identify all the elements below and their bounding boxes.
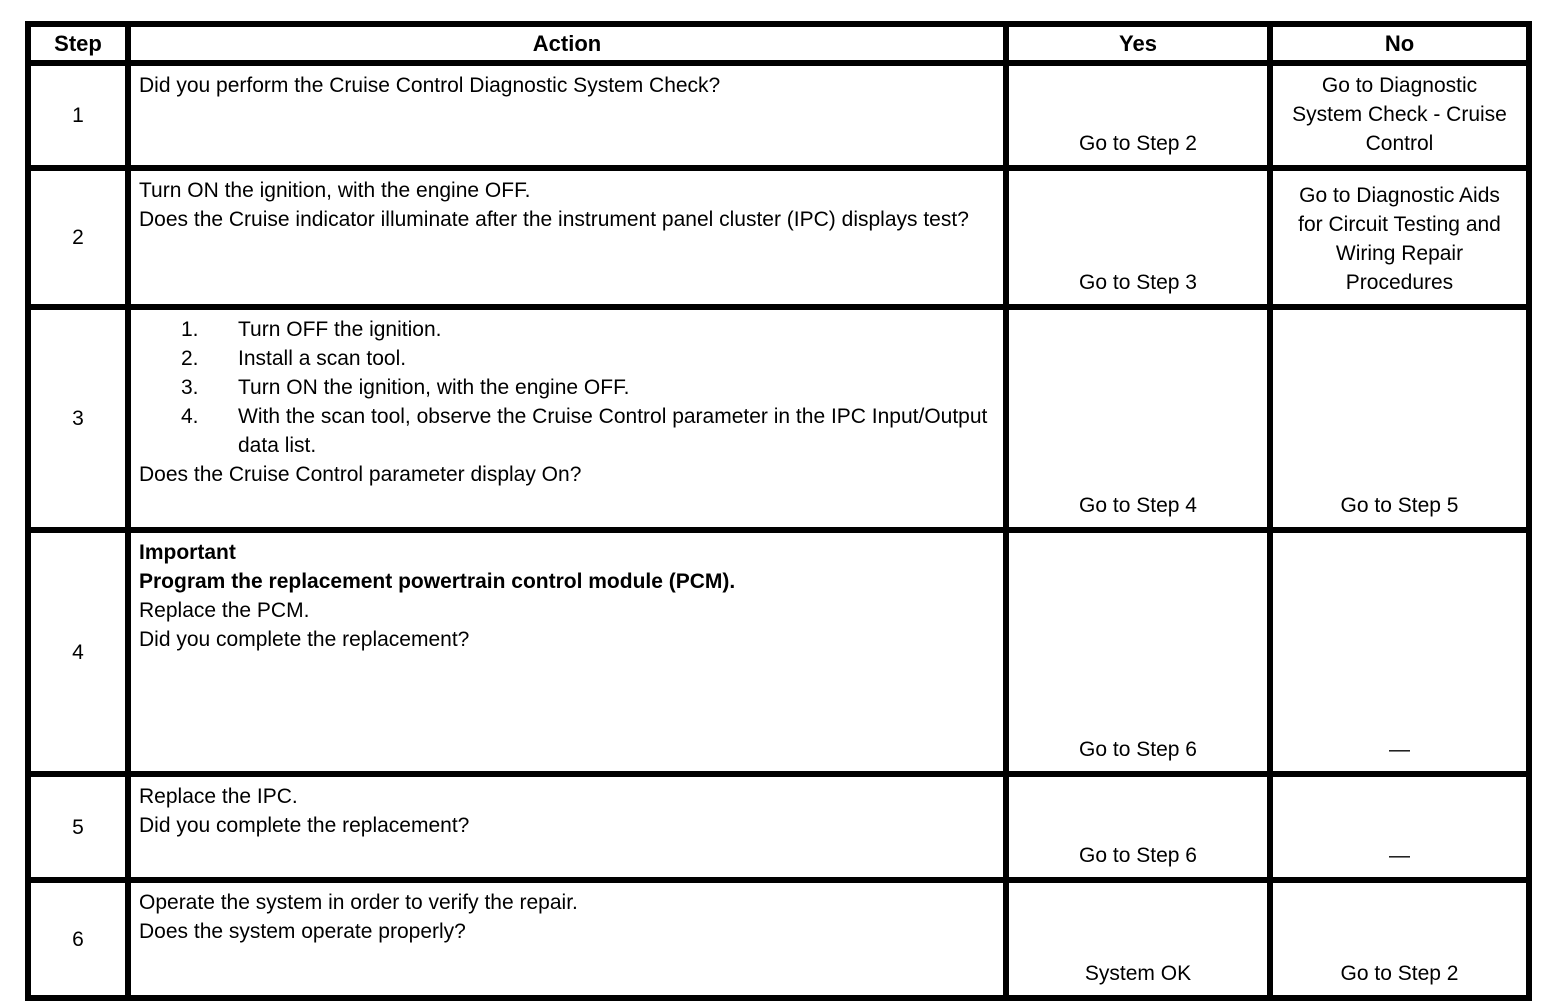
- action-instruction: Replace the IPC.: [139, 785, 298, 808]
- action-instruction-bold: Program the replacement powertrain control module (PCM).: [139, 570, 736, 593]
- table-row-step-2: [28, 168, 1529, 307]
- list-item: [181, 373, 993, 402]
- yes-cell: System OK: [1006, 880, 1270, 998]
- numbered-list: [181, 315, 993, 460]
- action-question: Did you complete the replacement?: [139, 814, 470, 837]
- step-number: 1: [28, 63, 128, 168]
- action-cell: [128, 880, 1006, 998]
- action-cell: [128, 63, 1006, 168]
- no-cell: Go to Step 5: [1270, 307, 1529, 530]
- header-yes: Yes: [1006, 24, 1270, 63]
- action-question: Does the system operate properly?: [139, 920, 466, 943]
- action-instruction: Turn ON the ignition, with the engine OFF.: [139, 179, 531, 202]
- table-row-step-1: [28, 63, 1529, 168]
- action-cell: [128, 774, 1006, 880]
- table-row-step-4: [28, 530, 1529, 774]
- list-item: [181, 315, 993, 344]
- header-action: Action: [128, 24, 1006, 63]
- no-cell: Go to Diagnostic System Check - Cruise Control: [1270, 63, 1529, 168]
- list-item: [181, 344, 993, 373]
- list-item: [181, 402, 993, 460]
- action-instruction: Operate the system in order to verify the repair.: [139, 891, 578, 914]
- list-item-text: With the scan tool, observe the Cruise Control parameter in the IPC Input/Output data list.: [238, 405, 988, 457]
- header-step: Step: [28, 24, 128, 63]
- table-row-step-3: [28, 307, 1529, 530]
- table-row-step-6: [28, 880, 1529, 998]
- action-cell: [128, 530, 1006, 774]
- action-question: Did you perform the Cruise Control Diagnostic System Check?: [139, 74, 721, 97]
- no-cell: —: [1270, 530, 1529, 774]
- yes-cell: Go to Step 2: [1006, 63, 1270, 168]
- action-cell: [128, 307, 1006, 530]
- header-no: No: [1270, 24, 1529, 63]
- action-question: Did you complete the replacement?: [139, 628, 470, 651]
- no-cell: Go to Step 2: [1270, 880, 1529, 998]
- list-item-number: 2.: [181, 347, 199, 370]
- action-cell: [128, 168, 1006, 307]
- action-question: Does the Cruise indicator illuminate after the instrument panel cluster (IPC) displays test?: [139, 208, 969, 231]
- important-label: Important: [139, 541, 236, 564]
- diagnostic-table: [25, 21, 1532, 1001]
- step-number: 6: [28, 880, 128, 998]
- list-item-number: 4.: [181, 405, 199, 428]
- list-item-number: 3.: [181, 376, 199, 399]
- no-cell: —: [1270, 774, 1529, 880]
- action-instruction: Replace the PCM.: [139, 599, 310, 622]
- list-item-number: 1.: [181, 318, 199, 341]
- yes-cell: Go to Step 3: [1006, 168, 1270, 307]
- list-item-text: Install a scan tool.: [238, 347, 407, 370]
- step-number: 3: [28, 307, 128, 530]
- list-item-text: Turn OFF the ignition.: [238, 318, 442, 341]
- header-row: [28, 24, 1529, 63]
- yes-cell: Go to Step 6: [1006, 530, 1270, 774]
- step-number: 5: [28, 774, 128, 880]
- step-number: 2: [28, 168, 128, 307]
- no-cell: Go to Diagnostic Aids for Circuit Testing and Wiring Repair Procedures: [1270, 168, 1529, 307]
- yes-cell: Go to Step 4: [1006, 307, 1270, 530]
- list-item-text: Turn ON the ignition, with the engine OFF.: [238, 376, 630, 399]
- action-question: Does the Cruise Control parameter display On?: [139, 463, 582, 486]
- table-row-step-5: [28, 774, 1529, 880]
- yes-cell: Go to Step 6: [1006, 774, 1270, 880]
- step-number: 4: [28, 530, 128, 774]
